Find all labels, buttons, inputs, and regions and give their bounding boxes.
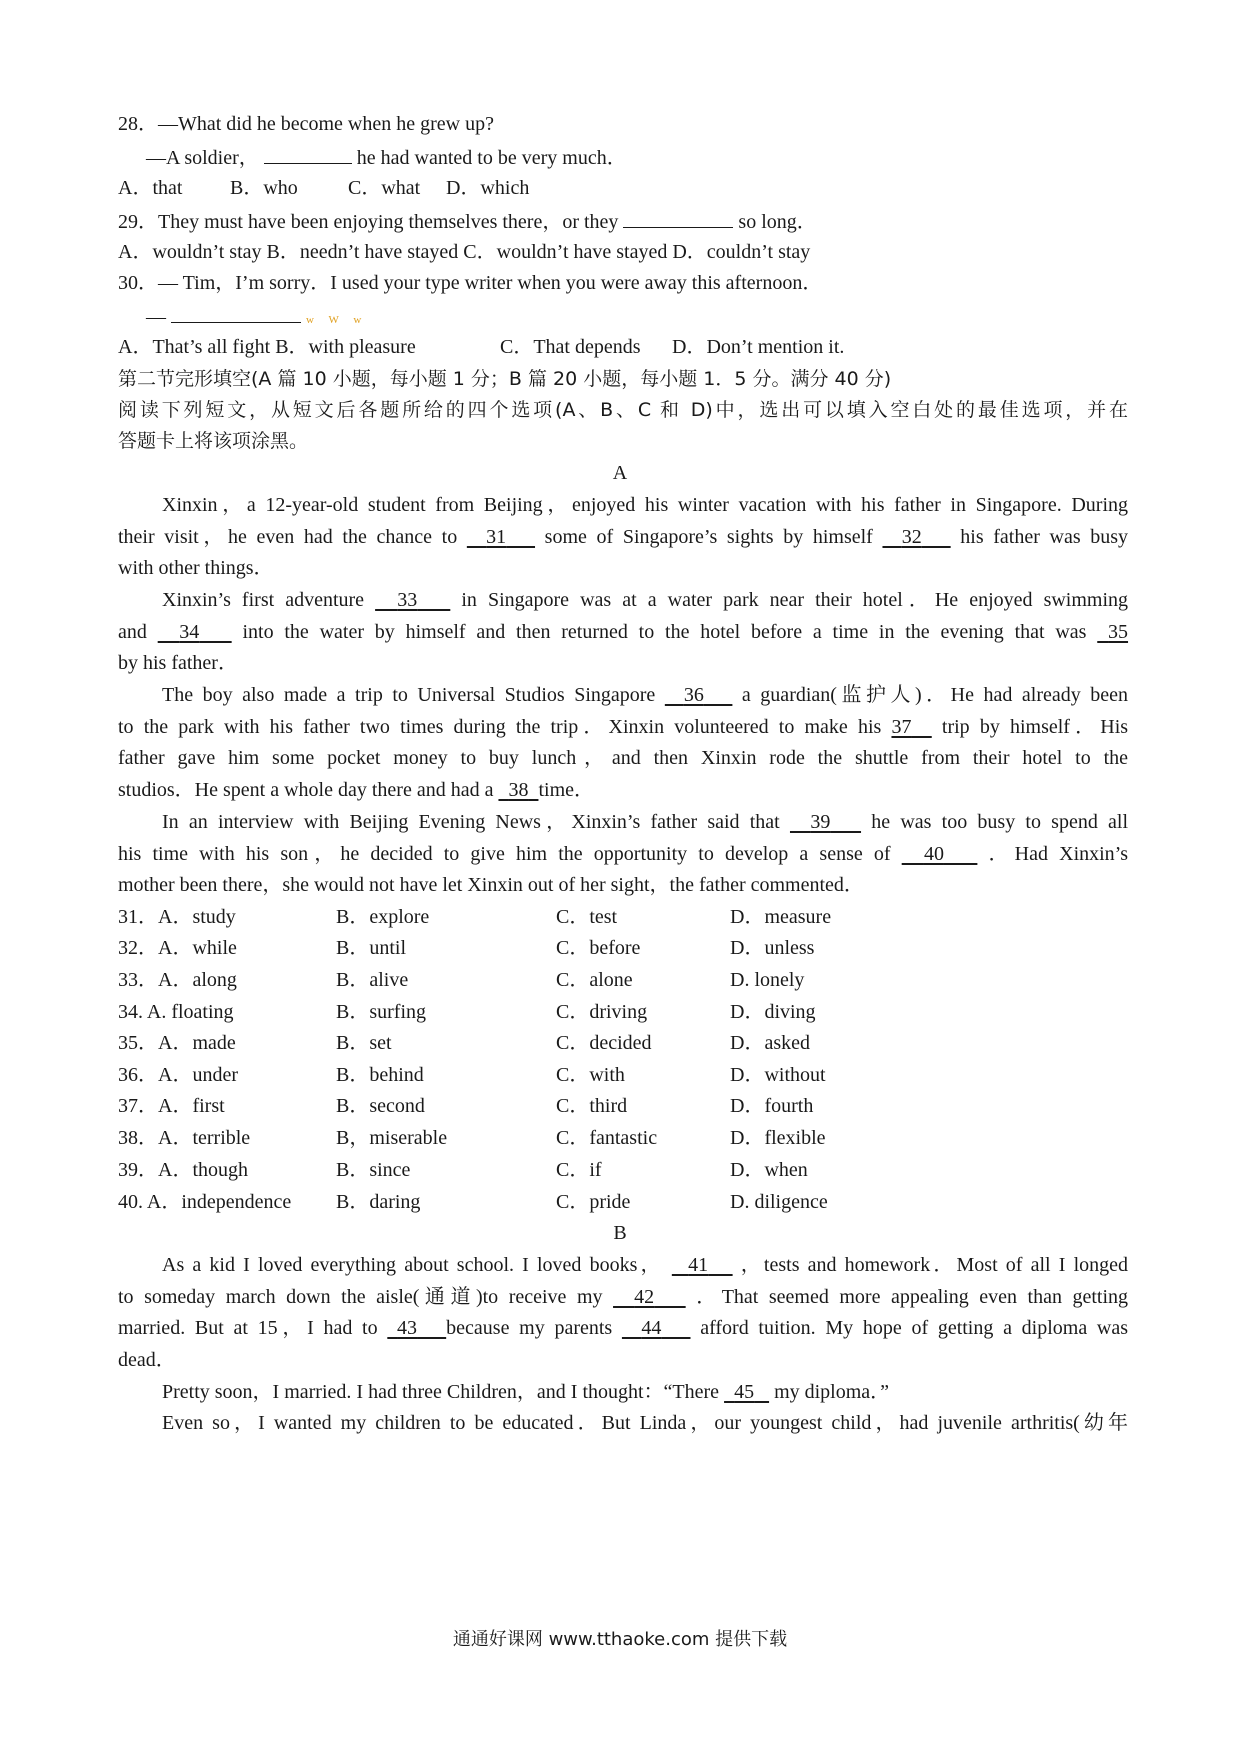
- passage-a-line: [162, 587, 1128, 613]
- answer-blank: [171, 302, 301, 323]
- option-a: 36．A．under: [118, 1064, 238, 1086]
- answer-blank: [623, 207, 733, 228]
- text: in Singapore was at a water park near their hotel．He enjoyed swimming: [461, 589, 1129, 611]
- q29-stem-b: so long．: [738, 211, 817, 233]
- option-b: B．since: [336, 1159, 411, 1181]
- q28-reply-a: —A soldier，: [146, 147, 259, 169]
- option-d: D．diving: [730, 1001, 816, 1023]
- answer-blank: [264, 143, 352, 164]
- text: a guardian(监护人)．He had already been: [741, 684, 1129, 706]
- option-d: D．measure: [730, 906, 832, 928]
- option-b: B，miserable: [336, 1127, 448, 1149]
- passage-a-line: [118, 777, 1128, 803]
- option-d: D．when: [730, 1159, 808, 1181]
- text: time．: [538, 779, 594, 801]
- text: ．That seemed more appealing even than getting: [696, 1286, 1129, 1308]
- option-d: D．flexible: [730, 1127, 826, 1149]
- passage-a-line: [162, 682, 1128, 708]
- option-b: B．alive: [336, 969, 409, 991]
- blank-32: 32: [901, 526, 922, 548]
- text: their visit，he even had the chance to: [118, 526, 458, 548]
- blank-38: 38: [508, 779, 529, 801]
- q28-reply: [146, 143, 1156, 171]
- text: trip by himself．His: [941, 716, 1129, 738]
- passage-b-line: dead．: [118, 1349, 176, 1371]
- watermark-stamp: w W w: [306, 314, 368, 326]
- text: and: [118, 621, 147, 643]
- option-c: C．decided: [556, 1032, 652, 1054]
- passage-a-line: mother been there，she would not have let Xinxin out of her sight，the father commented．: [118, 874, 864, 896]
- blank-34: 34: [179, 621, 200, 643]
- text: my diploma．”: [774, 1381, 890, 1403]
- q28-reply-b: he had wanted to be very much．: [356, 147, 627, 169]
- text: he was too busy to spend all: [871, 811, 1129, 833]
- passage-a-line: [118, 619, 1128, 645]
- blank-35: 35: [1108, 621, 1129, 643]
- text: because my parents: [446, 1317, 613, 1339]
- blank-43: 43: [397, 1317, 418, 1339]
- passage-a-line: [118, 714, 1128, 740]
- text: In an interview with Beijing Evening News，Xinxin’s father said that: [162, 811, 780, 833]
- page-footer: 通通好课网 www.tthaoke.com 提供下载: [452, 1629, 788, 1650]
- q29-stem: [118, 207, 1128, 235]
- option-c: C．test: [556, 906, 618, 928]
- passage-b-line: Even so，I wanted my children to be educated．But Linda，our youngest child，had juvenile arthritis(幼年: [162, 1412, 1128, 1434]
- passage-b-line: [162, 1252, 1128, 1278]
- option-b: B．surfing: [336, 1001, 426, 1023]
- blank-40: 40: [923, 843, 944, 865]
- text: studios．He spent a whole day there and had a: [118, 779, 494, 801]
- option-b: B．until: [336, 937, 407, 959]
- text: afford tuition. My hope of getting a diploma was: [700, 1317, 1129, 1339]
- passage-a-line: father gave him some pocket money to buy lunch，and then Xinxin rode the shuttle from their hotel to the: [118, 747, 1128, 769]
- option-a: 40. A．independence: [118, 1191, 292, 1213]
- q28-option-d: D．which: [446, 177, 530, 199]
- option-b: B．explore: [336, 906, 430, 928]
- blank-33: 33: [397, 589, 418, 611]
- q30-reply-dash: —: [146, 306, 166, 328]
- option-a: 32．A．while: [118, 937, 237, 959]
- option-b: B．second: [336, 1095, 425, 1117]
- option-a: 35．A．made: [118, 1032, 236, 1054]
- blank-41: 41: [688, 1254, 709, 1276]
- option-a: 38．A．terrible: [118, 1127, 251, 1149]
- text: The boy also made a trip to Universal Studios Singapore: [162, 684, 656, 706]
- section-instruction-cont: 答题卡上将该项涂黑。: [118, 430, 309, 452]
- option-d: D．fourth: [730, 1095, 814, 1117]
- text: married. But at 15，I had to: [118, 1317, 378, 1339]
- option-a: 33．A．along: [118, 969, 237, 991]
- q30-option-ab: A．That’s all fight B．with pleasure: [118, 336, 416, 358]
- passage-b-line: [118, 1284, 1128, 1310]
- q30-reply: [146, 302, 1156, 333]
- option-d: D. diligence: [730, 1191, 828, 1213]
- passage-a-line: [118, 841, 1128, 867]
- option-d: D．unless: [730, 937, 815, 959]
- option-c: C．before: [556, 937, 641, 959]
- passage-a-line: Xinxin，a 12-year-old student from Beijing，enjoyed his winter vacation with his father in Singapore. During: [162, 494, 1128, 516]
- q28-option-a: A．that: [118, 177, 183, 199]
- q28-stem: 28．—What did he become when he grew up?: [118, 113, 494, 135]
- passage-b-label: B: [613, 1222, 627, 1244]
- text: ．Had Xinxin’s: [988, 843, 1129, 865]
- passage-a-line: with other things．: [118, 557, 274, 579]
- blank-36: 36: [683, 684, 704, 706]
- text: some of Singapore’s sights by himself: [544, 526, 873, 548]
- option-b: B．set: [336, 1032, 392, 1054]
- option-a: 39．A．though: [118, 1159, 248, 1181]
- blank-31: 31: [486, 526, 507, 548]
- option-a: 31．A．study: [118, 906, 236, 928]
- q29-options: A．wouldn’t stay B．needn’t have stayed C．wouldn’t have stayed D．couldn’t stay: [118, 241, 811, 263]
- q29-stem-a: 29．They must have been enjoying themselves there，or they: [118, 211, 619, 233]
- text: his father was busy: [960, 526, 1129, 548]
- q28-option-b: B．who: [230, 177, 298, 199]
- option-d: D．asked: [730, 1032, 810, 1054]
- text: As a kid I loved everything about school. I loved books，: [162, 1254, 664, 1276]
- passage-a-line: [118, 524, 1128, 550]
- text: to someday march down the aisle(通道)to receive my: [118, 1286, 603, 1308]
- text: Pretty soon，I married. I had three Children，and I thought：“There: [162, 1381, 720, 1403]
- option-c: C．if: [556, 1159, 602, 1181]
- section-instruction: 阅读下列短文，从短文后各题所给的四个选项(A、B、C 和 D)中，选出可以填入空白处的最佳选项，并在: [118, 399, 1128, 421]
- q28-option-c: C．what: [348, 177, 421, 199]
- option-a: 37．A．first: [118, 1095, 225, 1117]
- blank-42: 42: [634, 1286, 655, 1308]
- q30-option-c: C．That depends: [500, 336, 641, 358]
- option-c: C．driving: [556, 1001, 648, 1023]
- option-d: D. lonely: [730, 969, 805, 991]
- option-c: C．alone: [556, 969, 633, 991]
- blank-39: 39: [810, 811, 831, 833]
- q30-option-d: D．Don’t mention it.: [672, 336, 845, 358]
- text: into the water by himself and then returned to the hotel before a time in the evening that was: [242, 621, 1087, 643]
- option-c: C．with: [556, 1064, 625, 1086]
- text: Xinxin’s first adventure: [162, 589, 365, 611]
- text: his time with his son，he decided to give him the opportunity to develop a sense of: [118, 843, 891, 865]
- option-b: B．daring: [336, 1191, 421, 1213]
- passage-a-line: [162, 809, 1128, 835]
- passage-a-line: by his father．: [118, 652, 238, 674]
- blank-44: 44: [641, 1317, 662, 1339]
- option-a: 34. A. floating: [118, 1001, 234, 1023]
- option-b: B．behind: [336, 1064, 424, 1086]
- text: to the park with his father two times during the trip．Xinxin volunteered to make his: [118, 716, 882, 738]
- option-d: D．without: [730, 1064, 826, 1086]
- q30-stem: 30．— Tim，I’m sorry．I used your type writer when you were away this afternoon．: [118, 272, 823, 294]
- passage-b-line: [118, 1315, 1128, 1341]
- option-c: C．third: [556, 1095, 628, 1117]
- section-title: 第二节完形填空(A 篇 10 小题，每小题 1 分；B 篇 20 小题，每小题 1．5 分。满分 40 分): [118, 368, 892, 390]
- blank-37: 37: [891, 716, 912, 738]
- passage-b-line: [162, 1379, 1128, 1405]
- text: ，tests and homework．Most of all I longed: [740, 1254, 1128, 1276]
- blank-45: 45: [734, 1381, 755, 1403]
- option-c: C．pride: [556, 1191, 631, 1213]
- option-c: C．fantastic: [556, 1127, 658, 1149]
- passage-a-label: A: [612, 462, 628, 484]
